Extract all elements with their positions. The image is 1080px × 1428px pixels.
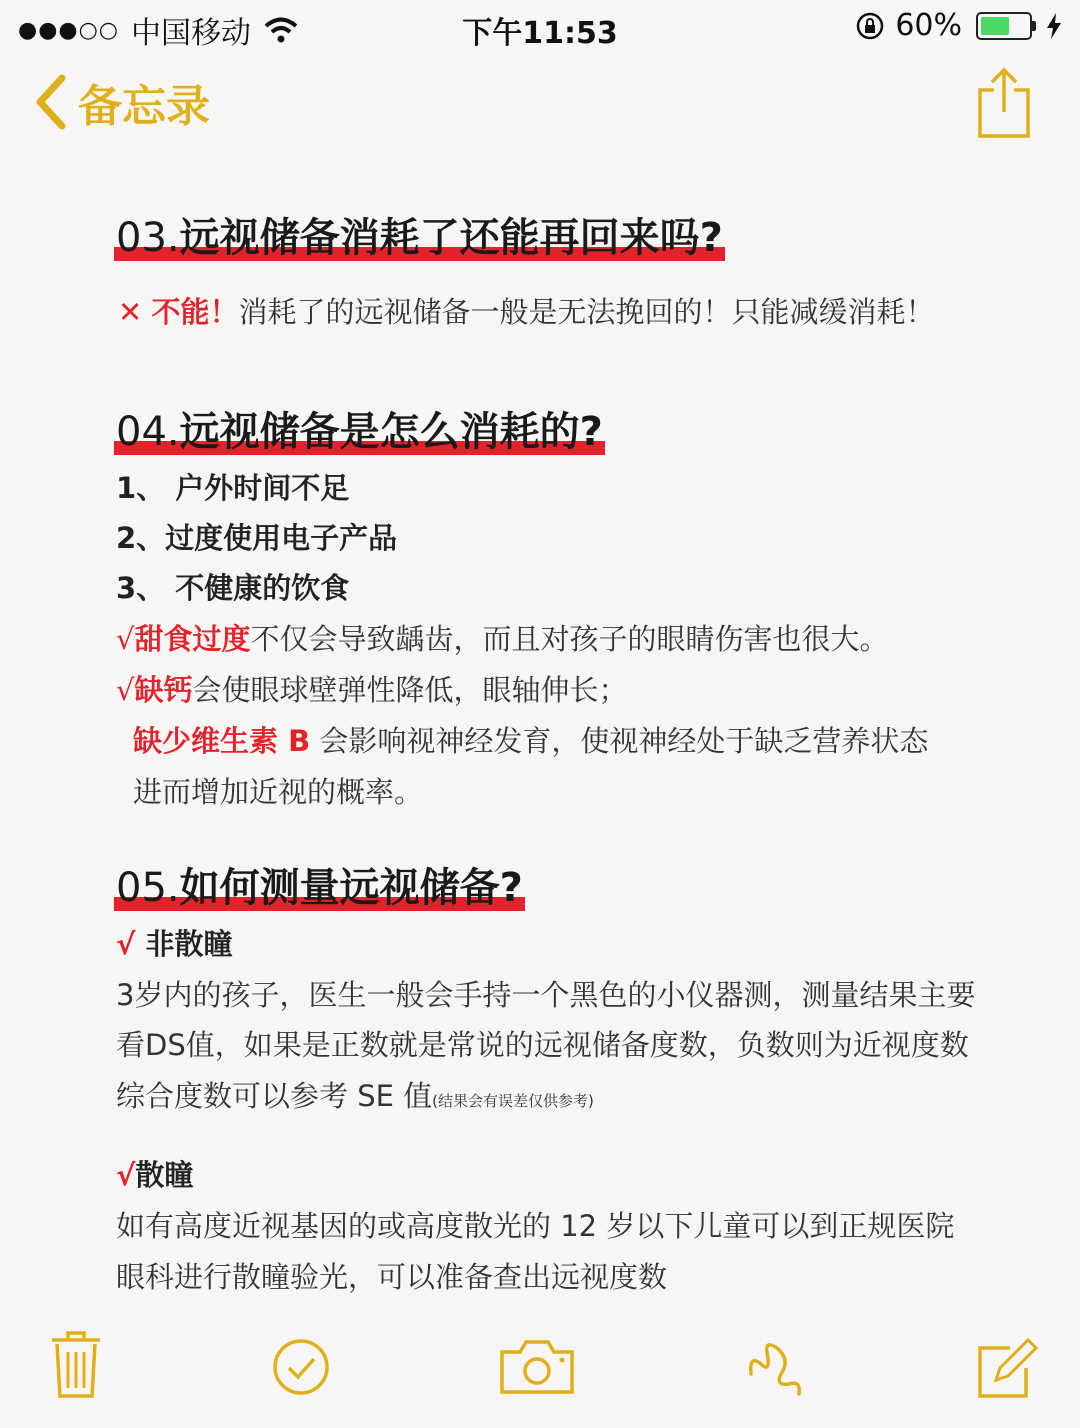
signal-strength: ●●●○○ bbox=[18, 17, 119, 43]
section-03-heading: 03.远视储备消耗了还能再回来吗? bbox=[116, 215, 723, 261]
carrier-name: 中国移动 bbox=[130, 16, 251, 51]
answer-label: 不能！ bbox=[151, 295, 239, 329]
section-05-heading: 05.如何测量远视储备? bbox=[116, 865, 523, 911]
dilation-text: 如有高度近视基因的或高度散光的 12 岁以下儿童可以到正规医院 bbox=[116, 1209, 955, 1243]
compose-button[interactable] bbox=[976, 1334, 1040, 1404]
list-item: 3、 不健康的饮食 bbox=[116, 571, 350, 605]
checkmark-icon bbox=[272, 1338, 330, 1396]
compose-icon bbox=[976, 1334, 1040, 1400]
list-item: 1、 户外时间不足 bbox=[116, 471, 350, 505]
battery-level bbox=[981, 17, 1009, 35]
delete-button[interactable] bbox=[50, 1330, 102, 1404]
list-item: 2、过度使用电子产品 bbox=[116, 521, 398, 555]
non-dilation-label: √ 非散瞳 bbox=[116, 927, 233, 961]
answer-text: 消耗了的远视储备一般是无法挽回的！只能减缓消耗！ bbox=[238, 295, 935, 329]
battery-percent: 60% bbox=[895, 8, 962, 43]
share-icon bbox=[976, 66, 1032, 138]
dilation-label: √散瞳 bbox=[116, 1158, 194, 1192]
vitamin-b-line: 缺少维生素 B 会影响视神经发育，使视神经处于缺乏营养状态 bbox=[133, 724, 929, 758]
vitamin-b-line-2: 进而增加近视的概率。 bbox=[133, 775, 424, 809]
section-04-heading: 04.远视储备是怎么消耗的? bbox=[116, 409, 603, 455]
back-button[interactable] bbox=[30, 70, 210, 134]
checklist-button[interactable] bbox=[272, 1338, 330, 1400]
camera-button[interactable] bbox=[498, 1338, 576, 1400]
non-dilation-text: 3岁内的孩子，医生一般会手持一个黑色的小仪器测，测量结果主要 bbox=[116, 978, 976, 1012]
section-03-answer bbox=[118, 290, 935, 331]
trash-icon bbox=[50, 1330, 102, 1400]
sketch-button[interactable] bbox=[745, 1334, 807, 1404]
battery-icon bbox=[976, 12, 1032, 40]
non-dilation-text: 综合度数可以参考 SE 值(结果会有误差仅供参考) bbox=[116, 1079, 594, 1113]
nav-bar bbox=[0, 60, 1080, 160]
charging-icon bbox=[1046, 13, 1062, 39]
clock: 下午11:53 bbox=[462, 16, 618, 51]
sugar-line: √甜食过度不仅会导致龋齿，而且对孩子的眼睛伤害也很大。 bbox=[116, 622, 889, 656]
cross-mark: ✕ bbox=[118, 295, 143, 329]
camera-icon bbox=[498, 1338, 576, 1396]
non-dilation-text: 看DS值，如果是正数就是常说的远视储备度数，负数则为近视度数 bbox=[116, 1028, 969, 1062]
chevron-left-icon bbox=[30, 72, 70, 132]
share-button[interactable] bbox=[976, 66, 1032, 142]
sketch-icon bbox=[745, 1334, 807, 1400]
bottom-toolbar bbox=[0, 1330, 1080, 1420]
dilation-text: 眼科进行散瞳验光，可以准备查出远视度数 bbox=[116, 1260, 668, 1294]
calcium-line: √缺钙会使眼球壁弹性降低，眼轴伸长； bbox=[116, 673, 628, 707]
disclaimer-note: (结果会有误差仅供参考) bbox=[432, 1092, 594, 1110]
lock-rotation-icon bbox=[855, 11, 885, 41]
status-bar bbox=[0, 0, 1080, 56]
back-label: 备忘录 bbox=[78, 81, 210, 132]
